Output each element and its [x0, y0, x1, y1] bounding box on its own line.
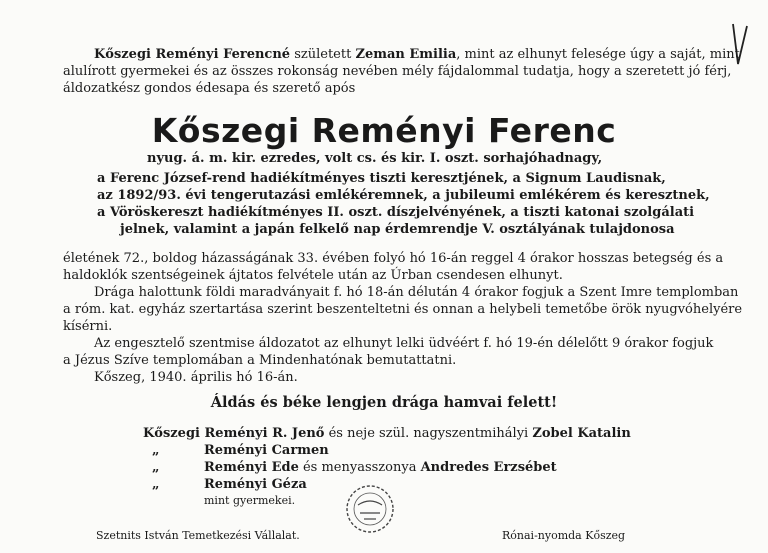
mourner-3	[152, 459, 557, 477]
mourner-1	[143, 425, 631, 443]
mourner-name: Reményi Ede	[204, 460, 299, 475]
mourner-fiancee: Andredes Erzsébet	[420, 460, 557, 475]
body-line-5: kísérni.	[63, 319, 113, 334]
mourner-name: Reményi Géza	[204, 477, 307, 492]
mourner-spouse: Zobel Katalin	[532, 426, 631, 441]
title-line-2: a Ferenc József-rend hadiékítményes tiszti keresztjének, a Signum Laudisnak,	[97, 171, 666, 186]
ditto-mark: „	[152, 477, 160, 492]
intro-text: , mint az elhunyt felesége úgy a saját, mint	[456, 47, 740, 62]
footer-printer: Rónai-nyomda Kőszeg	[502, 529, 626, 542]
library-stamp-icon	[344, 483, 396, 535]
footer-undertaker: Szetnits István Temetkezési Vállalat.	[96, 529, 300, 542]
date-line: Kőszeg, 1940. április hó 16-án.	[94, 370, 298, 385]
body-line-6: Az engesztelő szentmise áldozatot az elhunyt lelki üdvéért f. hó 19-én délelőtt 9 órakor fogjuk	[94, 336, 714, 351]
intro-line-1	[94, 46, 740, 64]
mourner-name: Kőszegi Reményi R. Jenő	[143, 426, 325, 441]
body-line-3: Drága halottunk földi maradványait f. hó 18-án délután 4 órakor fogjuk a Szent Imre templomban	[94, 285, 739, 300]
children-label: mint gyermekei.	[204, 494, 296, 507]
body-line-1: életének 72., boldog házasságának 33. évében folyó hó 16-án reggel 4 órakor hosszas betegség és a	[63, 251, 724, 266]
intro-text: született	[290, 47, 356, 62]
intro-line-3: áldozatkész gondos édesapa és szerető após	[63, 81, 356, 96]
title-line-1: nyug. á. m. kir. ezredes, volt cs. és kir. I. oszt. sorhajóhadnagy,	[147, 151, 603, 166]
mourner-2	[152, 442, 329, 460]
ditto-mark: „	[152, 443, 160, 458]
widow-name: Kőszegi Reményi Ferencné	[94, 47, 291, 62]
body-line-2: haldoklók szentségeinek ájtatos felvétele után az Úrban csendesen elhunyt.	[63, 268, 563, 283]
widow-maiden-name: Zeman Emilia	[355, 47, 457, 62]
blessing: Áldás és béke lengjen drága hamvai felett!	[210, 394, 558, 411]
mourner-name: Reményi Carmen	[204, 443, 329, 458]
mourner-text: és neje szül. nagyszentmihályi	[324, 426, 533, 441]
ditto-mark: „	[152, 460, 160, 475]
body-line-4: a róm. kat. egyház szertartása szerint beszenteltetni és onnan a helybeli temetőbe örök nyugvóhelyére	[63, 302, 743, 317]
deceased-name: Kőszegi Reményi Ferenc	[151, 111, 617, 150]
intro-line-2: alulírott gyermekei és az összes rokonság nevében mély fájdalommal tudatja, hogy a szeretett jó férj,	[63, 64, 732, 79]
body-line-7: a Jézus Szíve templomában a Mindenhatónak bemutattatni.	[63, 353, 457, 368]
title-line-5: jelnek, valamint a japán felkelő nap érdemrendje V. osztályának tulajdonosa	[120, 222, 675, 237]
title-line-4: a Vöröskereszt hadiékítményes II. oszt. díszjelvényének, a tiszti katonai szolgálati	[97, 205, 695, 220]
mourner-text: és menyasszonya	[298, 460, 421, 475]
title-line-3: az 1892/93. évi tengerutazási emlékéremnek, a jubileumi emlékérem és keresztnek,	[97, 188, 710, 203]
